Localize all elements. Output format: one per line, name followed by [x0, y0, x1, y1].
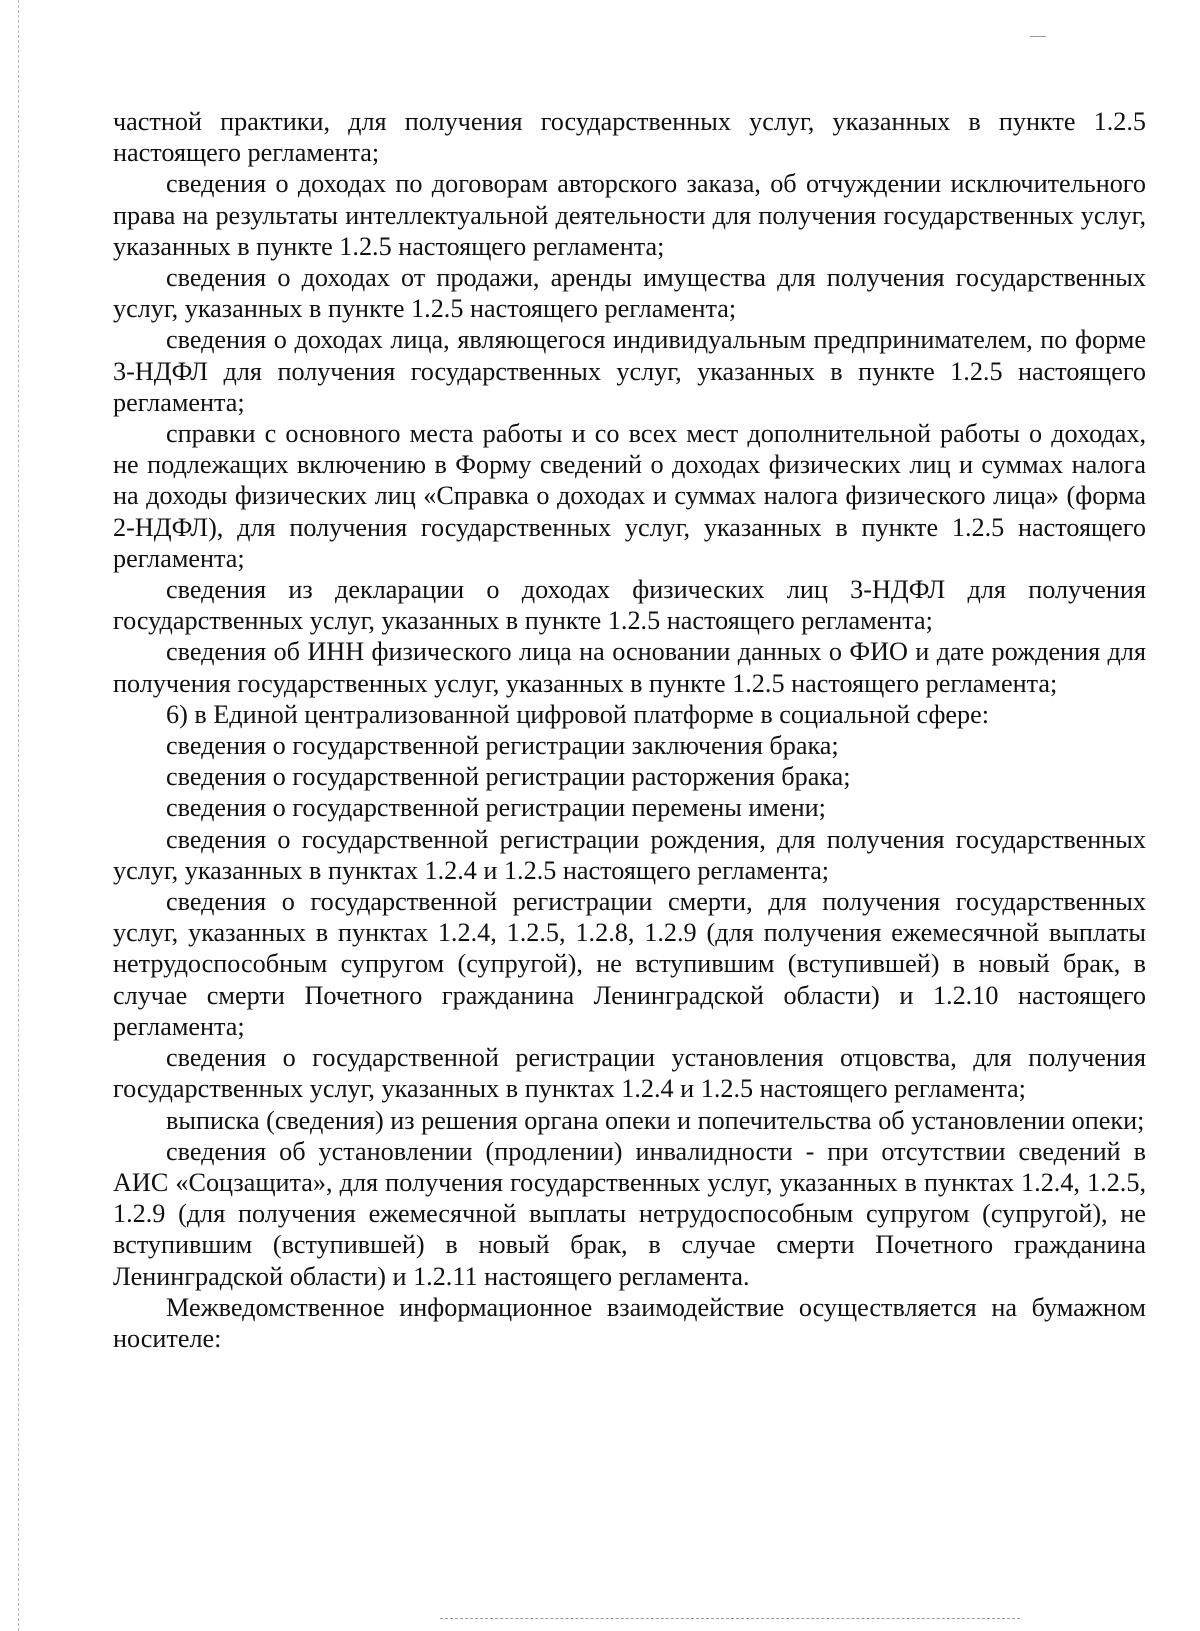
document-body [113, 106, 1146, 1354]
paragraph: Межведомственное информационное взаимодействие осуществляется на бумажном носителе: [113, 1292, 1146, 1353]
paragraph: сведения о государственной регистрации смерти, для получения государственных услуг, указанных в пунктах 1.2.4, 1.2.5, 1.2.8, 1.2.9 (для получения ежемесячной выплаты нетрудоспособным супругом (супругой), не вступившим (вступившей) в новый брак, в случае смерти Почетного гражданина Ленинградской области) и 1.2.10 настоящего регламента; [113, 887, 1146, 1041]
paragraph: справки с основного места работы и со всех мест дополнительной работы о доходах, не подлежащих включению в Форму сведений о доходах физических лиц и суммах налога на доходы физических лиц «Справка о доходах и суммах налога физического лица» (форма 2-НДФЛ), для получения государственных услуг, указанных в пункте 1.2.5 настоящего регламента; [113, 419, 1146, 573]
paragraph: сведения о государственной регистрации установления отцовства, для получения государственных услуг, указанных в пунктах 1.2.4 и 1.2.5 настоящего регламента; [113, 1043, 1146, 1104]
paragraph: сведения об установлении (продлении) инвалидности - при отсутствии сведений в АИС «Соцзащита», для получения государственных услуг, указанных в пунктах 1.2.4, 1.2.5, 1.2.9 (для получения ежемесячной выплаты нетрудоспособным супругом (супругой), не вступившим (вступившей) в новый брак, в случае смерти Почетного гражданина Ленинградской области) и 1.2.11 настоящего регламента. [113, 1136, 1146, 1291]
paragraph: сведения о государственной регистрации рождения, для получения государственных услуг, указанных в пунктах 1.2.4 и 1.2.5 настоящего регламента; [113, 824, 1146, 885]
paragraph: сведения о государственной регистрации расторжения брака; [166, 762, 851, 792]
paragraph: сведения об ИНН физического лица на основании данных о ФИО и дате рождения для получения государственных услуг, указанных в пункте 1.2.5 настоящего регламента; [113, 637, 1146, 698]
paragraph: сведения о государственной регистрации перемены имени; [166, 793, 826, 823]
paragraph: сведения о доходах по договорам авторского заказа, об отчуждении исключительного права на результаты интеллектуальной деятельности для получения государственных услуг, указанных в пункте 1.2.5 настоящего регламента; [113, 169, 1146, 261]
paragraph: сведения о доходах от продажи, аренды имущества для получения государственных услуг, указанных в пункте 1.2.5 настоящего регламента; [113, 263, 1146, 324]
paragraph: сведения о государственной регистрации заключения брака; [166, 731, 839, 761]
scan-mark [1030, 36, 1046, 37]
scan-bottom-edge [440, 1618, 1020, 1619]
scan-left-edge [18, 0, 19, 1631]
paragraph: сведения о доходах лица, являющегося индивидуальным предпринимателем, по форме 3-НДФЛ для получения государственных услуг, указанных в пункте 1.2.5 настоящего регламента; [113, 325, 1146, 417]
paragraph: сведения из декларации о доходах физических лиц 3-НДФЛ для получения государственных услуг, указанных в пункте 1.2.5 настоящего регламента; [113, 575, 1146, 636]
paragraph: выписка (сведения) из решения органа опеки и попечительства об установлении опеки; [166, 1105, 1145, 1135]
paragraph: частной практики, для получения государственных услуг, указанных в пункте 1.2.5 настоящего регламента; [113, 107, 1146, 168]
section-heading: 6) в Единой централизованной цифровой платформе в социальной сфере: [166, 699, 990, 729]
